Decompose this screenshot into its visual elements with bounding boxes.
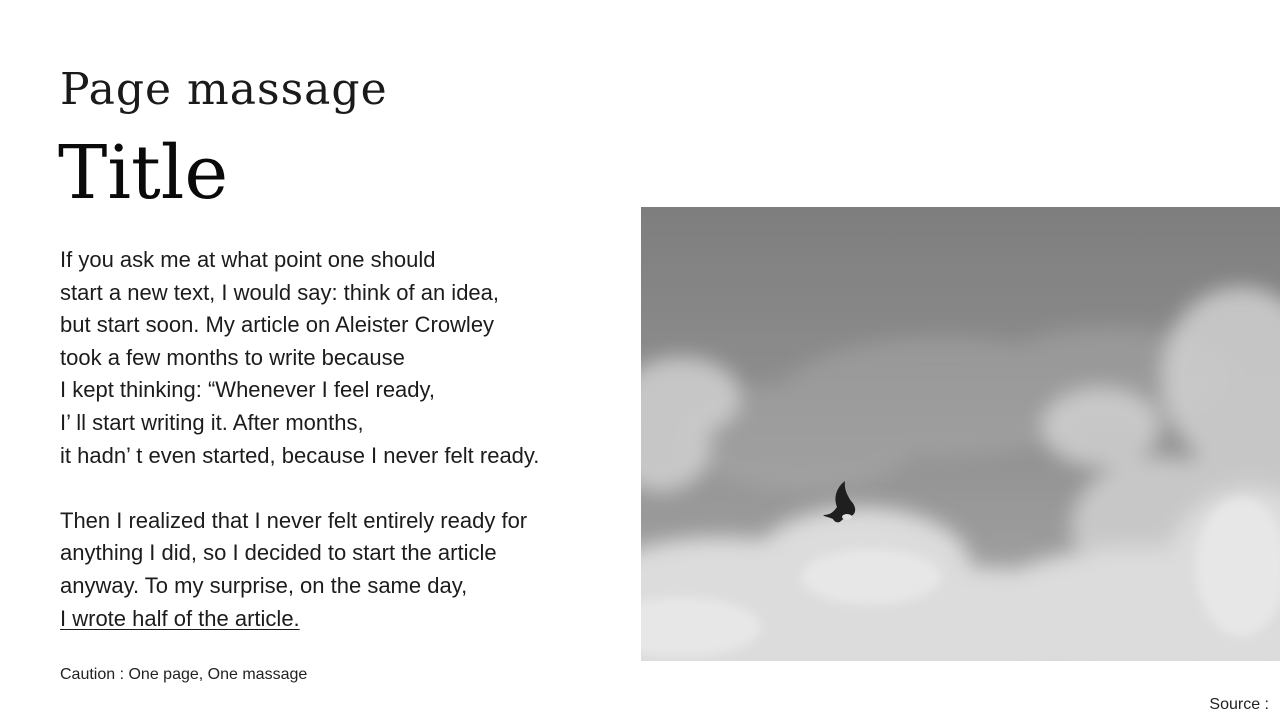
paragraph-2	[60, 505, 620, 635]
page-title: Title	[58, 130, 229, 216]
body-line: I’ ll start writing it. After months,	[60, 409, 364, 435]
body-line: anything I did, so I decided to start the article	[60, 540, 497, 566]
page-kicker: Page massage	[60, 64, 388, 115]
source-note: Source :	[1209, 696, 1269, 713]
body-text	[60, 244, 620, 635]
body-line: but start soon. My article on Aleister Crowley	[60, 312, 495, 338]
body-line: it hadn’ t even started, because I never felt ready.	[60, 442, 540, 468]
body-line: If you ask me at what point one should	[60, 247, 436, 272]
emphasis-line: I wrote half of the article.	[60, 605, 300, 631]
body-line: start a new text, I would say: think of an idea,	[60, 279, 500, 305]
body-line: Then I realized that I never felt entirely ready for	[60, 507, 528, 533]
body-line: took a few months to write because	[60, 344, 405, 370]
bird-in-sky-photo	[641, 207, 1280, 661]
caution-note: Caution : One page, One massage	[60, 666, 308, 683]
paragraph-1	[60, 244, 620, 472]
sky-illustration	[641, 207, 1280, 661]
body-line: anyway. To my surprise, on the same day,	[60, 572, 468, 598]
body-line: I kept thinking: “Whenever I feel ready,	[60, 377, 435, 403]
